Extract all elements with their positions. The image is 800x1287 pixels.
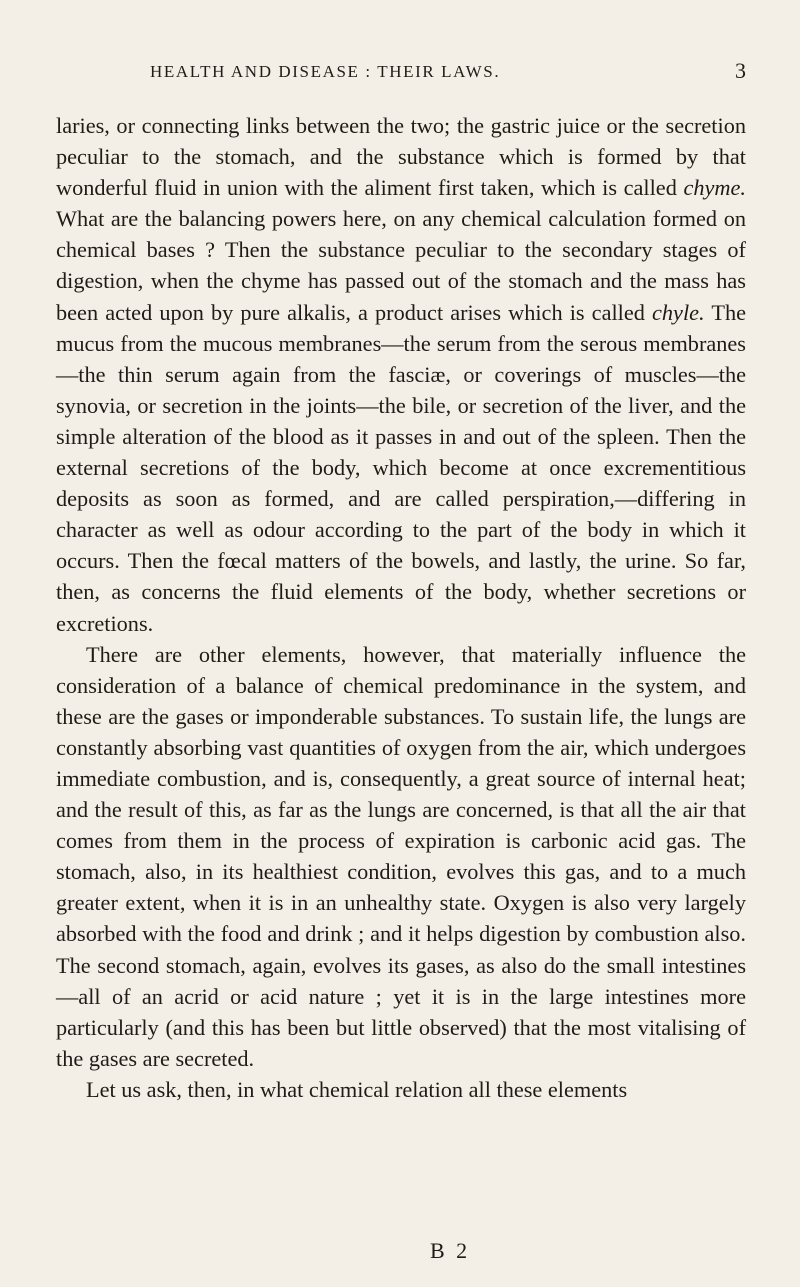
paragraph-1-part-b: What are the balancing powers here, on any chemical calculation formed on chemical bases ? Then the substance peculiar to the secondary stages of digestion, when the chyme has passed out of the stomach and the mass has been acted upon by pure alkalis, a product arises which is called: [56, 206, 746, 325]
body-text: [56, 110, 746, 1105]
term-chyle: chyle.: [652, 299, 705, 325]
paragraph-2: There are other elements, however, that materially influence the consideration of a balance of chemical predominance in the system, and these are the gases or imponderable substances. To sustain life, the lungs are constantly absorbing vast quantities of oxygen from the air, which undergoes immediate combustion, and is, consequently, a great source of internal heat; and the result of this, as far as the lungs are concerned, is that all the air that comes from them in the process of expiration is carbonic acid gas. The stomach, also, in its healthiest condition, evolves this gas, and to a much greater extent, when it is in an unhealthy state. Oxygen is also very largely absorbed with the food and drink ; and it helps digestion by combustion also. The second stomach, again, evolves its gases, as also do the small intestines—all of an acrid or acid nature ; yet it is in the large intestines more particularly (and this has been but little observed) that the most vitalising of the gases are secreted.: [56, 641, 746, 1071]
page-number: 3: [735, 58, 746, 83]
running-title: HEALTH AND DISEASE : THEIR LAWS.: [150, 62, 501, 81]
paragraph-1-part-c: The mucus from the mucous membranes—the serum from the serous membranes—the thin serum again from the fasciæ, or coverings of muscles—the synovia, or secretion in the joints—the bile, or secretion of the liver, and the simple alteration of the blood as it passes in and out of the spleen. Then the external secretions of the body, which become at once excrementitious deposits as soon as formed, and are called perspiration,—differing in character as well as odour according to the part of the body in which it occurs. Then the fœcal matters of the bowels, and lastly, the urine. So far, then, as concerns the fluid elements of the body, whether secretions or excretions.: [56, 299, 746, 636]
signature-mark: B 2: [430, 1238, 471, 1263]
paragraph-3: Let us ask, then, in what chemical relation all these elements: [86, 1076, 628, 1102]
paragraph-1: [56, 110, 746, 639]
term-chyme: chyme.: [683, 175, 746, 201]
running-head: [140, 58, 746, 92]
paragraph-1-part-a: laries, or connecting links between the two; the gastric juice or the secretion peculiar to the stomach, and the substance which is formed by that wonderful fluid in union with the aliment first taken, which is called: [56, 113, 746, 201]
